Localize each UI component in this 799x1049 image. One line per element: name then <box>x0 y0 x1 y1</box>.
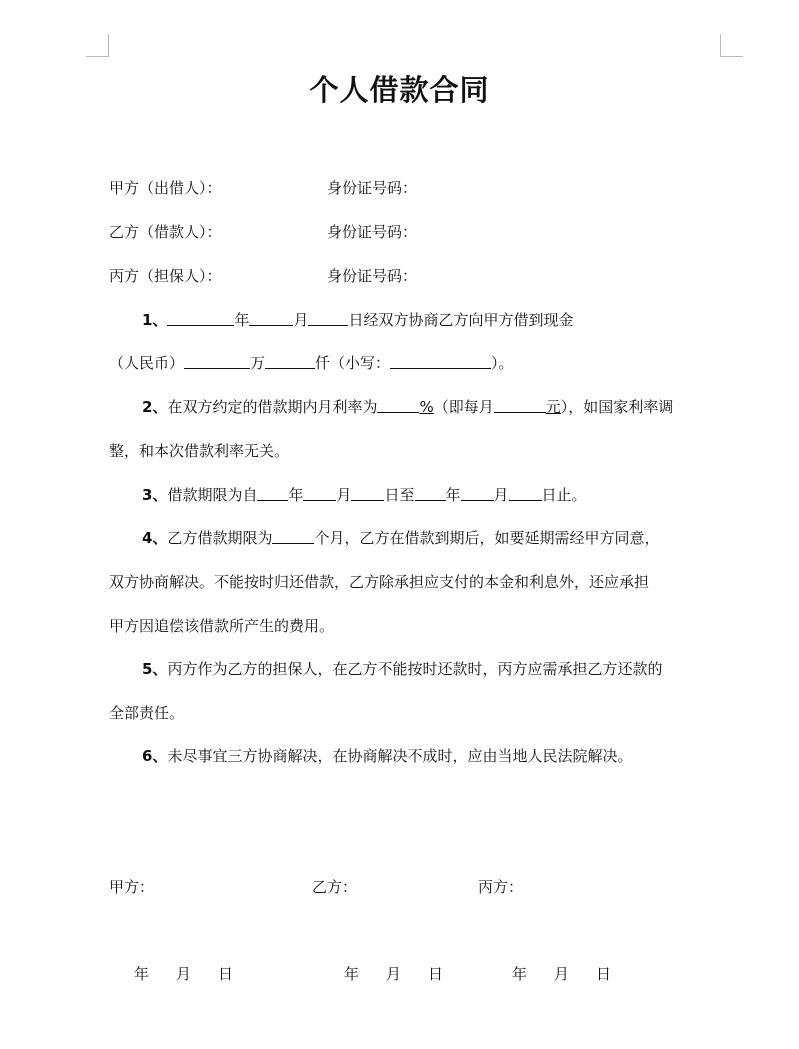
blank-wan <box>184 352 250 369</box>
blank-qian <box>265 352 315 369</box>
clause-5 <box>109 658 754 680</box>
clause-3-text-a: 借款期限为自 <box>167 486 258 504</box>
date-c-day: 日 <box>596 965 612 983</box>
clause-2 <box>109 396 754 418</box>
date-c-year: 年 <box>512 965 528 983</box>
date-a-day: 日 <box>218 965 234 983</box>
clause-5-text: 丙方作为乙方的担保人，在乙方不能按时还款时，丙方应需承担乙方还款的 <box>167 660 663 678</box>
clause-3-to: 日至 <box>384 486 415 504</box>
clause-3 <box>109 484 754 506</box>
clause-4-line-2: 双方协商解决。不能按时归还借款，乙方除承担应支付的本金和利息外，还应承担 <box>109 573 650 591</box>
clause-3-number: 3、 <box>142 486 168 504</box>
signature-party-b: 乙方： <box>312 878 358 896</box>
blank-amount-small <box>390 352 491 369</box>
clause-6 <box>109 745 754 767</box>
date-c-month: 月 <box>554 965 570 983</box>
clause-2-percent: % <box>419 398 434 416</box>
clause-5-number: 5、 <box>142 660 168 678</box>
date-a-year: 年 <box>134 965 150 983</box>
date-b-year: 年 <box>344 965 360 983</box>
party-lender-row <box>109 177 721 199</box>
borrower-label: 乙方（借款人）： <box>109 223 222 241</box>
blank-rate <box>377 396 419 413</box>
clause-2-text-b: （即每月 <box>433 398 494 416</box>
clause-1-qian: 仟（小写： <box>315 354 391 372</box>
clause-1 <box>109 309 754 331</box>
clause-1-text: 日经双方协商乙方向甲方借到现金 <box>348 311 574 329</box>
clause-4-text-a: 乙方借款期限为 <box>167 529 273 547</box>
clause-3-month-2: 月 <box>493 486 509 504</box>
party-guarantor-row <box>109 265 721 287</box>
clause-1-close: ）。 <box>491 354 514 372</box>
crop-mark-top-right <box>720 34 743 57</box>
clause-3-end: 日止。 <box>541 486 587 504</box>
clause-6-text: 未尽事宜三方协商解决，在协商解决不成时，应由当地人民法院解决。 <box>167 747 633 765</box>
blank-start-day <box>351 484 384 501</box>
clause-3-year: 年 <box>288 486 304 504</box>
clause-1-number: 1、 <box>142 311 168 329</box>
guarantor-label: 丙方（担保人）： <box>109 267 222 285</box>
blank-end-month <box>461 484 494 501</box>
clause-4-line-3: 甲方因追偿该借款所产生的费用。 <box>109 617 335 635</box>
lender-label: 甲方（出借人）： <box>109 179 222 197</box>
clause-1-line-2 <box>109 352 721 374</box>
lender-id-label: 身份证号码： <box>327 179 418 197</box>
clause-2-text-c: ），如国家利率调 <box>560 398 674 416</box>
clause-2-yuan: 元 <box>545 398 561 416</box>
clause-1-month: 月 <box>293 311 309 329</box>
clause-2-line-2: 整，和本次借款利率无关。 <box>109 442 290 460</box>
date-a-month: 月 <box>176 965 192 983</box>
blank-end-year <box>415 484 446 501</box>
clause-2-number: 2、 <box>142 398 168 416</box>
guarantor-id-label: 身份证号码： <box>327 267 418 285</box>
blank-end-day <box>509 484 542 501</box>
document-title: 个人借款合同 <box>309 73 490 107</box>
clause-2-text-a: 在双方约定的借款期内月利率为 <box>167 398 378 416</box>
clause-6-number: 6、 <box>142 747 168 765</box>
clause-3-year-2: 年 <box>445 486 461 504</box>
clause-1-year: 年 <box>234 311 250 329</box>
blank-months <box>272 527 314 544</box>
blank-year <box>167 309 234 326</box>
blank-start-year <box>257 484 288 501</box>
clause-1-rmb: （人民币） <box>109 354 185 372</box>
blank-start-month <box>303 484 336 501</box>
clause-4-text-b: 个月，乙方在借款到期后，如要延期需经甲方同意， <box>314 529 660 547</box>
clause-4 <box>109 527 754 549</box>
party-borrower-row <box>109 221 721 243</box>
clause-3-month: 月 <box>336 486 352 504</box>
crop-mark-top-left <box>86 34 109 57</box>
blank-monthly <box>494 396 546 413</box>
clause-4-number: 4、 <box>142 529 168 547</box>
signature-party-a: 甲方： <box>109 878 155 896</box>
blank-day <box>308 309 348 326</box>
blank-month <box>249 309 293 326</box>
date-b-day: 日 <box>428 965 444 983</box>
borrower-id-label: 身份证号码： <box>327 223 418 241</box>
clause-5-line-2: 全部责任。 <box>109 704 185 722</box>
signature-party-c: 丙方： <box>478 878 524 896</box>
date-b-month: 月 <box>386 965 402 983</box>
clause-1-wan: 万 <box>250 354 266 372</box>
